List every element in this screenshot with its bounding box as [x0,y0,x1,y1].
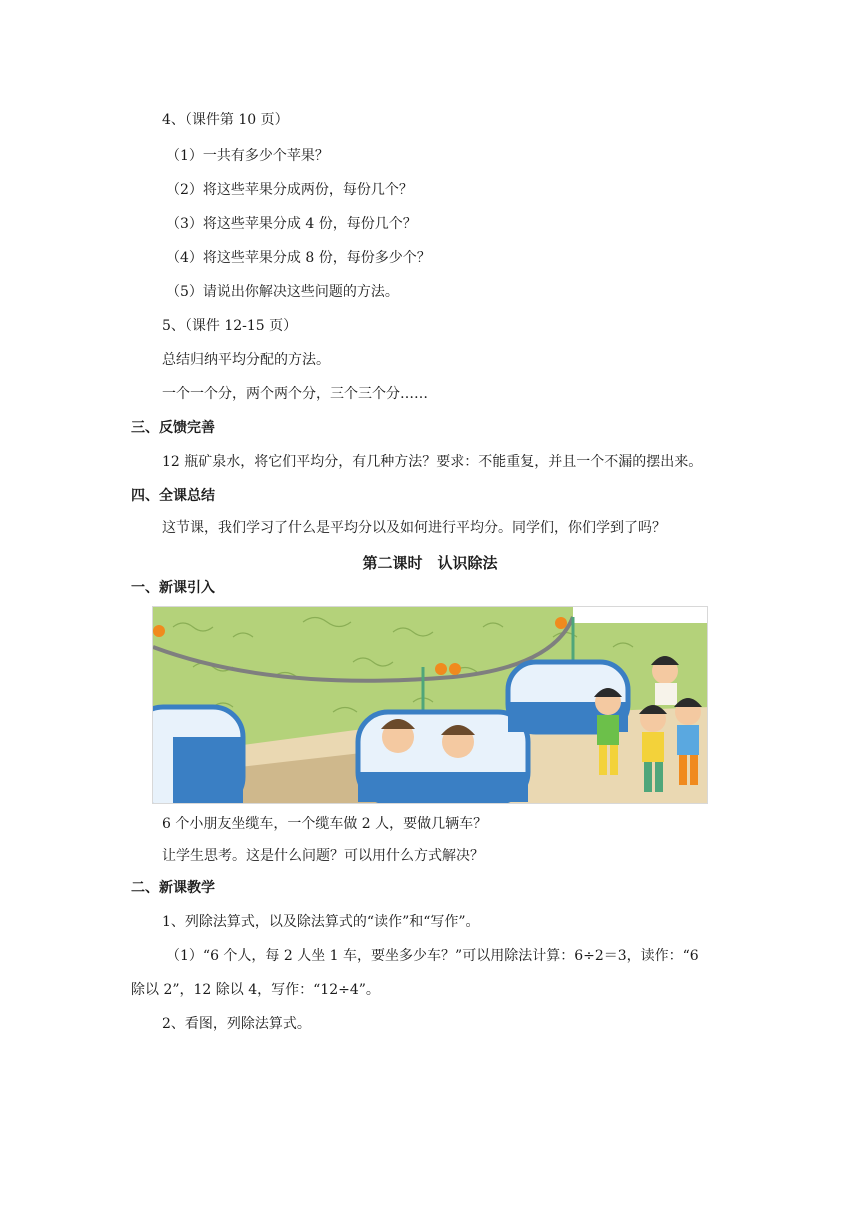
cable-car-center [358,712,528,802]
feedback-text: 12 瓶矿泉水，将它们平均分，有几种方法？要求：不能重复，并且一个不漏的摆出来。 [162,454,703,470]
summary-heading: 四、全课总结 [131,488,215,504]
cable-car-illustration [152,606,708,804]
question-1: （1）一共有多少个苹果？ [166,148,329,164]
pulley-right [555,617,567,629]
summary-text: 这节课，我们学习了什么是平均分以及如何进行平均分。同学们，你们学到了吗？ [162,520,666,536]
item-5-line-1: 总结归纳平均分配的方法。 [162,352,330,368]
intro-line-1: 6 个小朋友坐缆车，一个缆车做 2 人，要做几辆车？ [162,816,488,832]
pulley-left [153,625,165,637]
item-5-line-2: 一个一个分，两个两个分，三个三个分…… [162,386,428,402]
teach-line-1: 1、列除法算式，以及除法算式的“读作”和“写作”。 [162,914,480,930]
item-4-heading: 4、（课件第 10 页） [162,112,289,128]
teach-heading: 二、新课教学 [131,880,215,896]
cable-car-left [153,707,243,804]
question-3: （3）将这些苹果分成 4 份，每份几个？ [166,216,417,232]
question-2: （2）将这些苹果分成两份，每份几个？ [166,182,413,198]
intro-line-2: 让学生思考。这是什么问题？可以用什么方式解决？ [162,848,484,864]
feedback-heading: 三、反馈完善 [131,420,215,436]
question-5: （5）请说出你解决这些问题的方法。 [166,284,399,300]
teach-line-3: 除以 2”，12 除以 4，写作：“12÷4”。 [131,982,380,998]
pulley-mid-2 [449,663,461,675]
pulley-mid-1 [435,663,447,675]
item-5-heading: 5、（课件 12-15 页） [162,318,298,334]
intro-heading: 一、新课引入 [131,580,215,596]
teach-line-4: 2、看图，列除法算式。 [162,1016,311,1032]
question-4: （4）将这些苹果分成 8 份，每份多少个？ [166,250,431,266]
cable-car-scene [153,607,708,804]
station-wall [573,607,708,623]
teach-line-2: （1）“6 个人，每 2 人坐 1 车，要坐多少车？”可以用除法计算：6÷2＝3，读作：“6 [166,948,699,964]
lesson-2-title: 第二课时 认识除法 [362,554,498,572]
